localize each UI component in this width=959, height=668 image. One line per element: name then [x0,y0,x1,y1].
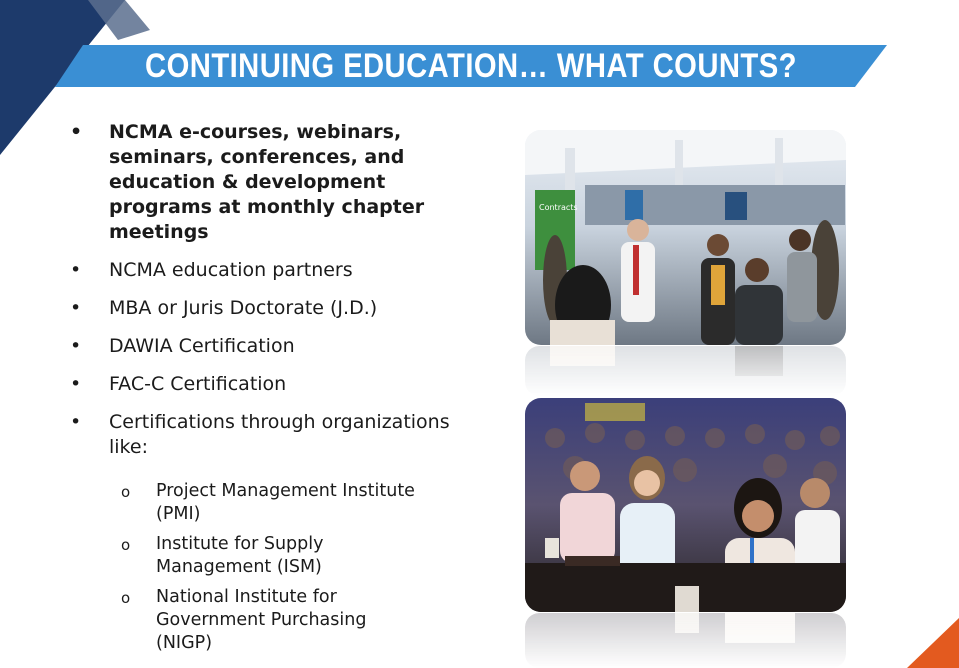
bullet-marker: • [70,373,82,395]
bullet-item [62,372,462,397]
bullet-marker: • [70,411,82,433]
bullet-text: NCMA e-courses, webinars, seminars, conferences, and education & development programs at monthly chapter meetings [109,121,425,243]
bullet-marker: • [70,297,82,319]
bullet-marker: • [70,335,82,357]
sub-bullet-text: Project Management Institute (PMI) [156,481,415,524]
sub-bullet-marker: o [121,483,131,501]
slide-title: CONTINUING EDUCATION… WHAT COUNTS? [145,46,797,85]
bullet-text: Certifications through organizations like: [109,411,450,458]
bullet-item [62,258,462,283]
seminar-audience-photo [525,398,846,612]
bullet-item [62,296,462,321]
sub-bullet-text: National Institute for Government Purchasing (NIGP) [156,587,367,653]
sub-bullet-item [118,480,418,526]
sub-bullet-list [118,480,418,662]
bullet-text: DAWIA Certification [109,335,295,357]
bullet-item [62,120,462,245]
sub-bullet-marker: o [121,589,131,607]
booth-sign: Contracts [539,203,578,212]
sub-bullet-item [118,533,418,579]
sub-bullet-text: Institute for Supply Management (ISM) [156,534,324,577]
seminar-audience-photo-reflection [525,613,846,668]
bullet-marker: • [70,259,82,281]
title-banner [55,45,887,87]
bullet-text: NCMA education partners [109,259,353,281]
sub-bullet-marker: o [121,536,131,554]
sub-bullet-item [118,586,418,655]
bullet-item [62,410,462,460]
conference-hall-photo-reflection [525,346,846,396]
conference-hall-photo [525,130,846,345]
bullet-item [62,334,462,359]
bullet-text: MBA or Juris Doctorate (J.D.) [109,297,378,319]
bullet-list [62,120,462,473]
bullet-text: FAC-C Certification [109,373,287,395]
bullet-marker: • [70,121,83,143]
corner-decoration-bottom-right [889,618,959,668]
